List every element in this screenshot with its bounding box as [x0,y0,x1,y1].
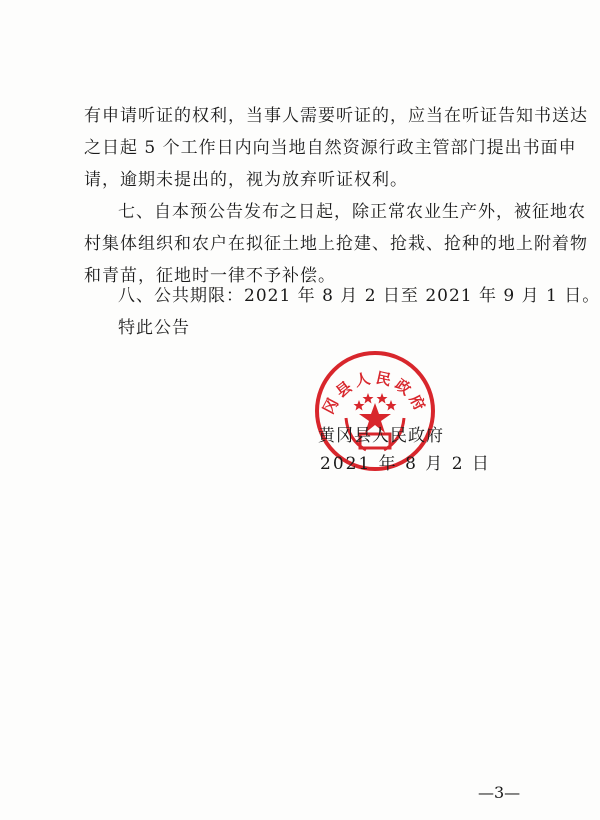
seal-star-icon [354,400,365,411]
paragraph-line: 七、自本预公告发布之日起，除正常农业生产外，被征地农 [118,202,586,222]
seal-star-icon [377,393,388,404]
issuing-authority: 黄冈县人民政府 [318,426,444,446]
paragraph-line: 之日起 5 个工作日内向当地自然资源行政主管部门提出书面申 [84,138,577,158]
paragraph-line: 有申请听证的权利，当事人需要听证的，应当在听证告知书送达 [84,106,588,126]
paragraph-line: 村集体组织和农户在拟征土地上抢建、抢栽、抢种的地上附着物 [84,234,588,254]
page-number: —3— [478,783,521,802]
seal-star-icon [386,400,397,411]
closing-line: 特此公告 [118,318,190,338]
paragraph-line: 和青苗，征地时一律不予补偿。 [84,266,336,286]
paragraph-line: 请，逾期未提出的，视为放弃听证权利。 [84,170,408,190]
seal-text-path: 冈县人民政府 [319,368,431,417]
issue-date: 2021 年 8 月 2 日 [320,454,491,474]
paragraph-line: 八、公共期限：2021 年 8 月 2 日至 2021 年 9 月 1 日。 [118,286,600,306]
seal-star-icon [363,393,374,404]
